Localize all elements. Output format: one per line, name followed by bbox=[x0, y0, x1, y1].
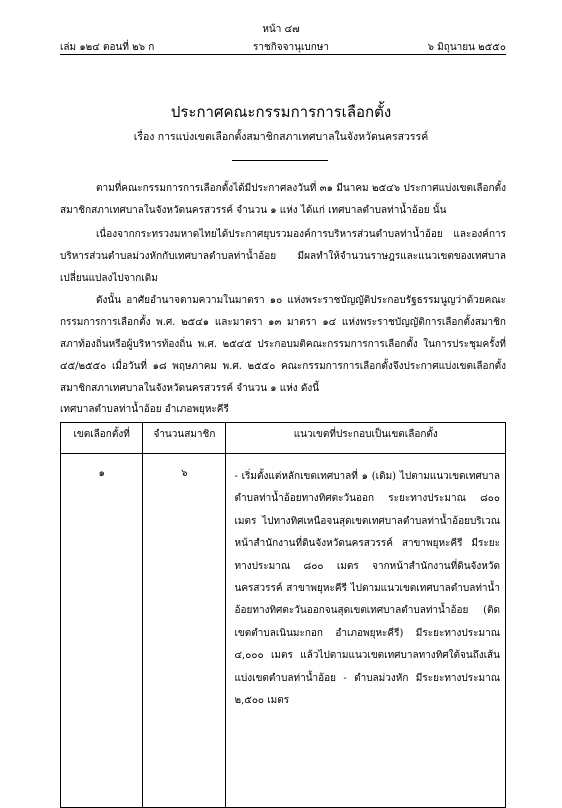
header-divider bbox=[60, 54, 506, 55]
table-row bbox=[61, 454, 506, 808]
district-table bbox=[60, 422, 506, 808]
gazette-header bbox=[60, 40, 506, 55]
header-boundary: แนวเขตที่ประกอบเป็นเขตเลือกตั้ง bbox=[226, 423, 506, 454]
header-member-count: จำนวนสมาชิก bbox=[143, 423, 226, 454]
district-number-cell: ๑ bbox=[61, 454, 143, 808]
table-header-row bbox=[61, 423, 506, 454]
page-number: หน้า ๔๗ bbox=[262, 24, 300, 35]
municipality-label: เทศบาลตำบลท่าน้ำอ้อย อำเภอพยุหะคีรี bbox=[60, 404, 229, 415]
subject-divider bbox=[232, 160, 328, 161]
announcement-subject: เรื่อง การแบ่งเขตเลือกตั้งสมาชิกสภาเทศบาลในจังหวัดนครสวรรค์ bbox=[133, 131, 429, 143]
announcement-title: ประกาศคณะกรรมการการเลือกตั้ง bbox=[170, 103, 392, 121]
gazette-name: ราชกิจจานุเบกษา bbox=[252, 42, 329, 53]
member-count-cell: ๖ bbox=[143, 454, 226, 808]
boundary-description-cell: - เริ่มตั้งแต่หลักเขตเทศบาลที่ ๑ (เดิม) ไปตามแนวเขตเทศบาลตำบลท่าน้ำอ้อยทางทิศตะวันออก ระยะทางประมาณ ๘๐๐ เมตร ไปทางทิศเหนือจนสุดเขตเทศบาลตำบลท่าน้ำอ้อยบริเวณหน้าสำนักงานที่ดินจังหวัดนครสวรรค์ สาขาพยุหะคีรี มีระยะทางประมาณ ๘๐๐ เมตร จากหน้าสำนักงานที่ดินจังหวัดนครสวรรค์ สาขาพยุหะคีรี ไปตามแนวเขตเทศบาลตำบลท่าน้ำอ้อยทางทิศตะวันออกจนสุดเขตเทศบาลตำบลท่าน้ำอ้อย (ติดเขตตำบลเนินมะกอก อำเภอพยุหะคีรี) มีระยะทางประมาณ ๔,๐๐๐ เมตร แล้วไปตามแนวเขตเทศบาลทางทิศใต้จนถึงเส้นแบ่งเขตตำบลท่าน้ำอ้อย - ตำบลม่วงหัก มีระยะทางประมาณ ๒,๕๐๐ เมตร bbox=[226, 454, 506, 808]
publication-date: ๖ มิถุนายน ๒๕๕๐ bbox=[427, 42, 506, 53]
header-district-number: เขตเลือกตั้งที่ bbox=[61, 423, 143, 454]
paragraph-authority: ดังนั้น อาศัยอำนาจตามความในมาตรา ๑๐ แห่งพระราชบัญญัติประกอบรัฐธรรมนูญว่าด้วยคณะกรรมการการเลือกตั้ง พ.ศ. ๒๕๔๑ และมาตรา ๑๓ มาตรา ๑๔ แห่งพระราชบัญญัติการเลือกตั้งสมาชิกสภาท้องถิ่นหรือผู้บริหารท้องถิ่น พ.ศ. ๒๕๔๕ ประกอบมติคณะกรรมการการเลือกตั้ง ในการประชุมครั้งที่ ๔๕/๒๕๕๐ เมื่อวันที่ ๑๘ พฤษภาคม พ.ศ. ๒๕๕๐ คณะกรรมการการเลือกตั้งจึงประกาศแบ่งเขตเลือกตั้งสมาชิกสภาเทศบาลในจังหวัดนครสวรรค์ จำนวน ๑ แห่ง ดังนี้ bbox=[60, 295, 506, 394]
volume-issue: เล่ม ๑๒๔ ตอนที่ ๒๖ ก bbox=[60, 42, 155, 53]
paragraph-intro: ตามที่คณะกรรมการการเลือกตั้งได้มีประกาศลงวันที่ ๓๑ มีนาคม ๒๕๔๖ ประกาศแบ่งเขตเลือกตั้งสมาชิกสภาเทศบาลในจังหวัดนครสวรรค์ จำนวน ๑ แห่ง ได้แก่ เทศบาลตำบลท่าน้ำอ้อย นั้น bbox=[60, 183, 506, 216]
paragraph-reason: เนื่องจากกระทรวงมหาดไทยได้ประกาศยุบรวมองค์การบริหารส่วนตำบลท่าน้ำอ้อย และองค์การบริหารส่วนตำบลม่วงหักกับเทศบาลตำบลท่าน้ำอ้อย มีผลทำให้จำนวนราษฎรและแนวเขตของเทศบาลเปลี่ยนแปลงไปจากเดิม bbox=[60, 229, 506, 284]
